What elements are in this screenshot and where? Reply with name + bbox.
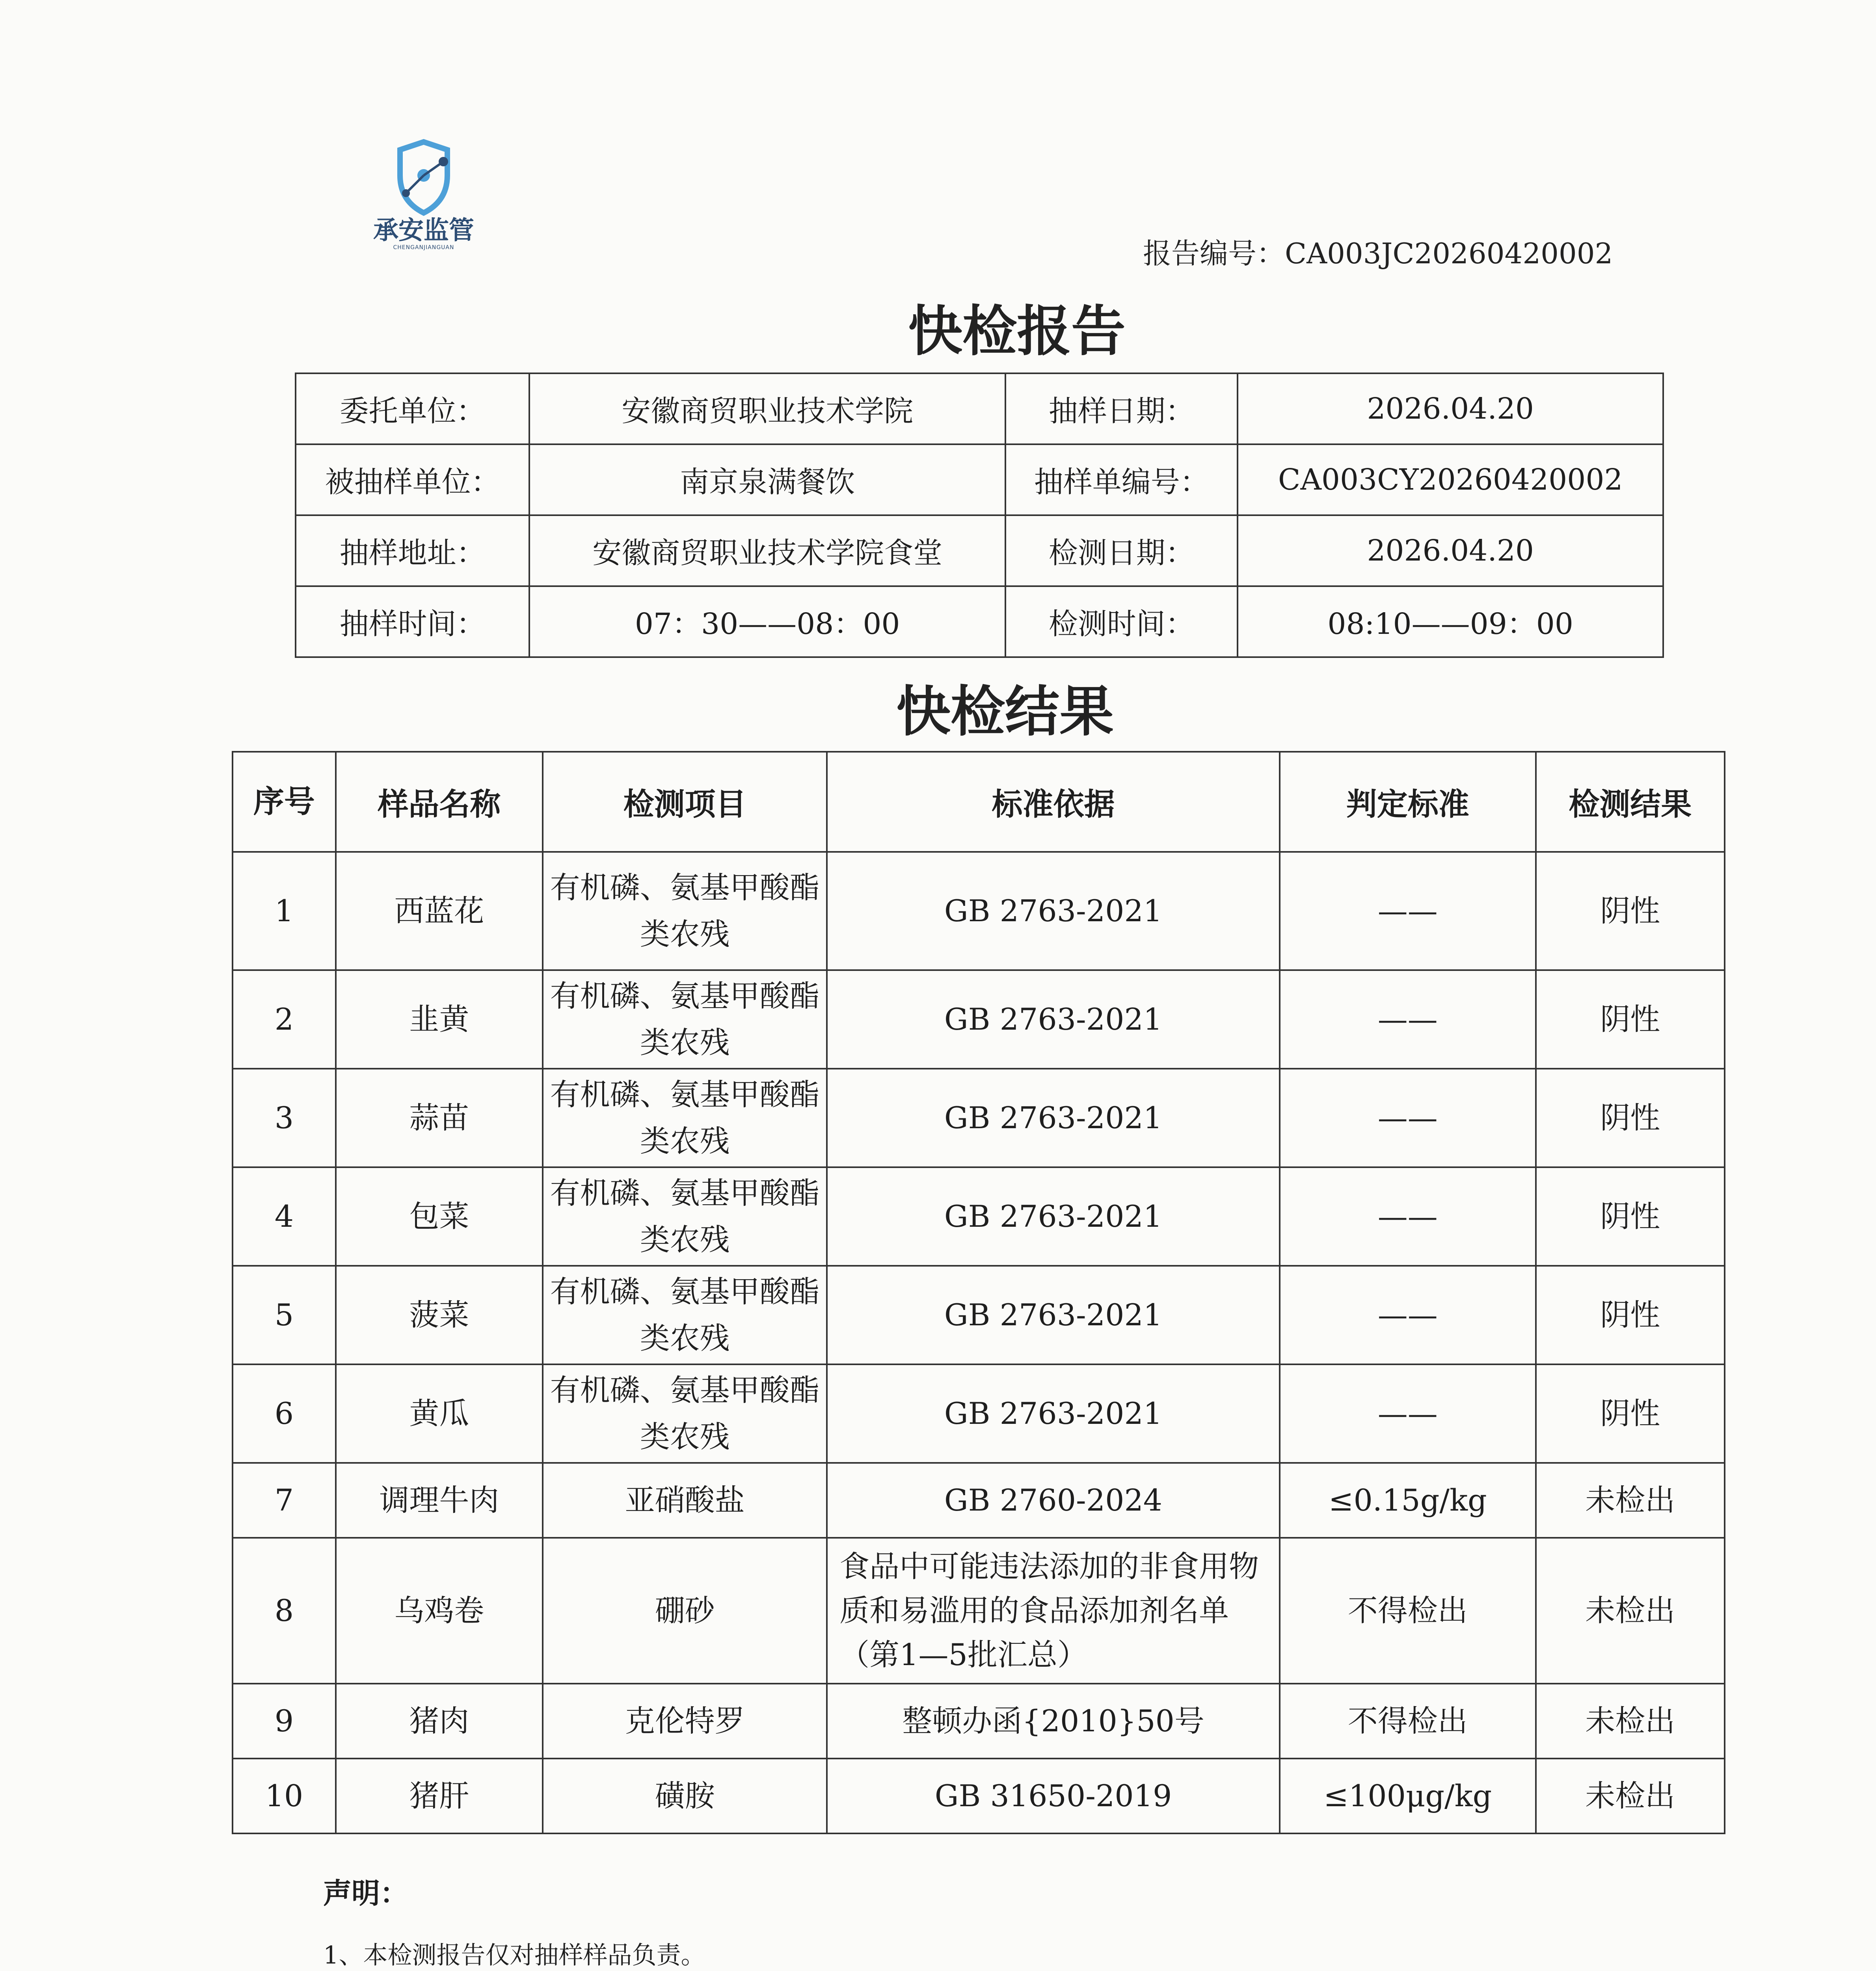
cell-criterion: —— xyxy=(1280,970,1536,1069)
cell-no: 3 xyxy=(233,1069,336,1167)
cell-basis: GB 2763-2021 xyxy=(827,1069,1280,1167)
cell-criterion: —— xyxy=(1280,1266,1536,1364)
info-value: 安徽商贸职业技术学院 xyxy=(529,373,1005,444)
info-label: 被抽样单位： xyxy=(296,444,529,515)
cell-basis: GB 2763-2021 xyxy=(827,852,1280,970)
column-header: 标准依据 xyxy=(827,752,1280,852)
table-row xyxy=(233,1069,1725,1167)
cell-no: 2 xyxy=(233,970,336,1069)
cell-item: 有机磷、氨基甲酸酯类农残 xyxy=(543,1167,827,1266)
info-value: 2026.04.20 xyxy=(1238,515,1663,586)
cell-basis: GB 2763-2021 xyxy=(827,970,1280,1069)
info-row xyxy=(296,586,1663,657)
table-row xyxy=(233,1684,1725,1759)
cell-result: 未检出 xyxy=(1536,1684,1725,1759)
company-logo xyxy=(359,138,489,256)
info-value: 07：30——08：00 xyxy=(529,586,1005,657)
cell-no: 6 xyxy=(233,1364,336,1463)
info-label: 抽样单编号： xyxy=(1005,444,1238,515)
info-value: CA003CY20260420002 xyxy=(1238,444,1663,515)
cell-item: 克伦特罗 xyxy=(543,1684,827,1759)
cell-name: 包菜 xyxy=(336,1167,543,1266)
cell-item: 有机磷、氨基甲酸酯类农残 xyxy=(543,852,827,970)
statement-item: 1、本检测报告仅对抽样样品负责。 xyxy=(323,1941,705,1969)
cell-criterion: 不得检出 xyxy=(1280,1684,1536,1759)
column-header: 判定标准 xyxy=(1280,752,1536,852)
info-label: 委托单位： xyxy=(296,373,529,444)
table-row xyxy=(233,1167,1725,1266)
table-row xyxy=(233,1266,1725,1364)
cell-criterion: —— xyxy=(1280,1364,1536,1463)
info-label: 抽样地址： xyxy=(296,515,529,586)
cell-result: 未检出 xyxy=(1536,1538,1725,1684)
cell-name: 韭黄 xyxy=(336,970,543,1069)
cell-result: 阴性 xyxy=(1536,852,1725,970)
cell-item: 硼砂 xyxy=(543,1538,827,1684)
cell-criterion: —— xyxy=(1280,1167,1536,1266)
cell-no: 10 xyxy=(233,1759,336,1833)
cell-name: 猪肝 xyxy=(336,1759,543,1833)
logo-text: 承安监管 xyxy=(373,216,474,245)
info-label: 抽样时间： xyxy=(296,586,529,657)
table-row xyxy=(233,852,1725,970)
info-label: 检测时间： xyxy=(1005,586,1238,657)
cell-item: 亚硝酸盐 xyxy=(543,1463,827,1538)
table-row xyxy=(233,1463,1725,1538)
info-row xyxy=(296,515,1663,586)
info-value: 南京泉满餐饮 xyxy=(529,444,1005,515)
cell-result: 未检出 xyxy=(1536,1463,1725,1538)
table-row xyxy=(233,1759,1725,1833)
report-title: 快检报告 xyxy=(908,299,1126,363)
info-value: 安徽商贸职业技术学院食堂 xyxy=(529,515,1005,586)
column-header: 检测项目 xyxy=(543,752,827,852)
cell-basis: GB 2763-2021 xyxy=(827,1364,1280,1463)
cell-item: 有机磷、氨基甲酸酯类农残 xyxy=(543,970,827,1069)
cell-basis: GB 31650-2019 xyxy=(827,1759,1280,1833)
cell-basis: GB 2763-2021 xyxy=(827,1167,1280,1266)
cell-name: 西蓝花 xyxy=(336,852,543,970)
report-number: 报告编号：CA003JC20260420002 xyxy=(1143,237,1613,270)
cell-criterion: ≤100μg/kg xyxy=(1280,1759,1536,1833)
cell-item: 有机磷、氨基甲酸酯类农残 xyxy=(543,1266,827,1364)
cell-basis: 整顿办函{2010}50号 xyxy=(827,1684,1280,1759)
cell-name: 调理牛肉 xyxy=(336,1463,543,1538)
cell-name: 猪肉 xyxy=(336,1684,543,1759)
shield-molecule-icon xyxy=(384,138,463,217)
cell-no: 1 xyxy=(233,852,336,970)
cell-basis: GB 2760-2024 xyxy=(827,1463,1280,1538)
table-row xyxy=(233,1538,1725,1684)
statement-heading: 声明： xyxy=(323,1876,409,1910)
info-value: 2026.04.20 xyxy=(1238,373,1663,444)
cell-criterion: —— xyxy=(1280,1069,1536,1167)
cell-basis: GB 2763-2021 xyxy=(827,1266,1280,1364)
info-value: 08:10——09：00 xyxy=(1238,586,1663,657)
cell-result: 阴性 xyxy=(1536,1364,1725,1463)
cell-no: 9 xyxy=(233,1684,336,1759)
cell-item: 磺胺 xyxy=(543,1759,827,1833)
info-label: 抽样日期： xyxy=(1005,373,1238,444)
column-header: 检测结果 xyxy=(1536,752,1725,852)
cell-no: 7 xyxy=(233,1463,336,1538)
table-row xyxy=(233,970,1725,1069)
cell-no: 5 xyxy=(233,1266,336,1364)
results-table xyxy=(232,751,1725,1834)
cell-result: 阴性 xyxy=(1536,970,1725,1069)
cell-result: 阴性 xyxy=(1536,1167,1725,1266)
cell-no: 4 xyxy=(233,1167,336,1266)
cell-item: 有机磷、氨基甲酸酯类农残 xyxy=(543,1364,827,1463)
cell-result: 阴性 xyxy=(1536,1069,1725,1167)
cell-basis: 食品中可能违法添加的非食用物质和易滥用的食品添加剂名单（第1—5批汇总） xyxy=(827,1538,1280,1684)
cell-name: 蒜苗 xyxy=(336,1069,543,1167)
column-header: 样品名称 xyxy=(336,752,543,852)
column-header: 序号 xyxy=(233,752,336,852)
cell-name: 黄瓜 xyxy=(336,1364,543,1463)
cell-item: 有机磷、氨基甲酸酯类农残 xyxy=(543,1069,827,1167)
cell-result: 阴性 xyxy=(1536,1266,1725,1364)
sampling-info-table xyxy=(295,373,1664,658)
cell-name: 菠菜 xyxy=(336,1266,543,1364)
cell-criterion: ≤0.15g/kg xyxy=(1280,1463,1536,1538)
results-title: 快检结果 xyxy=(896,679,1114,743)
info-label: 检测日期： xyxy=(1005,515,1238,586)
info-row xyxy=(296,444,1663,515)
cell-criterion: 不得检出 xyxy=(1280,1538,1536,1684)
info-row xyxy=(296,373,1663,444)
cell-result: 未检出 xyxy=(1536,1759,1725,1833)
table-row xyxy=(233,1364,1725,1463)
cell-name: 乌鸡卷 xyxy=(336,1538,543,1684)
logo-subtext: CHENGANJIANGUAN xyxy=(393,244,454,251)
cell-criterion: —— xyxy=(1280,852,1536,970)
cell-no: 8 xyxy=(233,1538,336,1684)
